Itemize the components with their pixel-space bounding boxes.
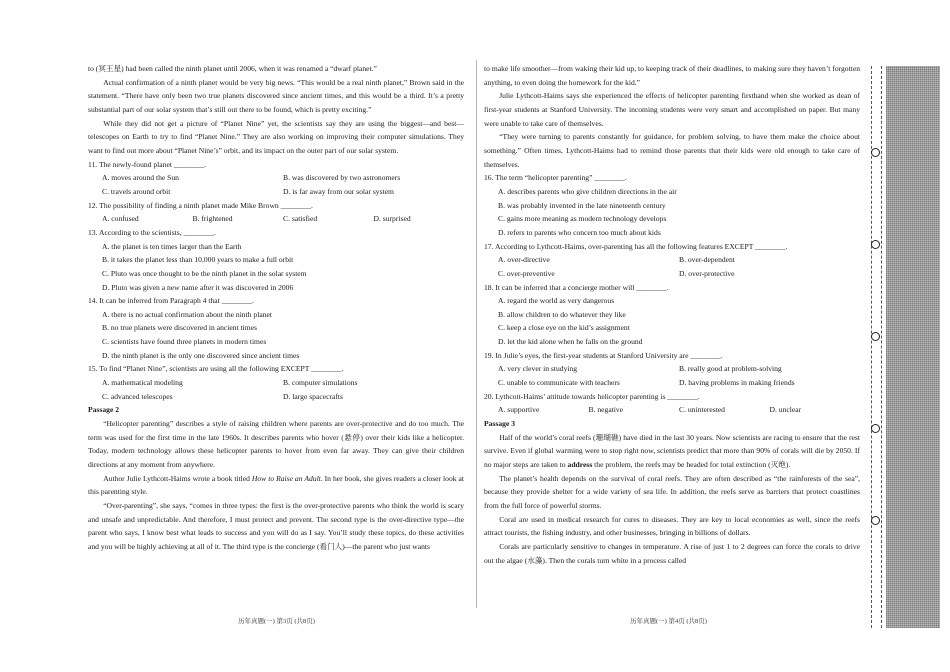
option: A. regard the world as very dangerous (498, 296, 615, 306)
question-13: 13. According to the scientists, ________. (88, 227, 216, 237)
cut-line (881, 66, 882, 628)
binding-hole-icon (871, 148, 880, 157)
option: D. unclear (769, 405, 802, 415)
binding-hole-icon (871, 240, 880, 249)
question-16: 16. The term “helicopter parenting” ________. (484, 173, 627, 183)
option: B. computer simulations (283, 378, 358, 388)
question-19: 19. In Julie’s eyes, the first-year students at Stanford University are ________. (484, 350, 723, 360)
left-page (88, 62, 464, 554)
option: D. let the kid alone when he falls on the ground (498, 337, 643, 347)
option: D. surprised (373, 214, 411, 224)
options (88, 308, 464, 363)
paragraph: Actual confirmation of a ninth planet would be very big news. “This would be a real ninth planet,” Brown said in the statement. “There have only been two true planets discovered since ancient times, and this would be a third. It’s a pretty substantial part of our solar system that’s still out there to be found, which is pretty exciting.” (88, 77, 464, 114)
option: C. scientists have found three planets in modern times (102, 337, 267, 347)
passage-heading: Passage 3 (484, 419, 516, 429)
book-title: How to Raise an Adult (251, 473, 321, 483)
option: B. no true planets were discovered in ancient times (102, 323, 257, 333)
option: C. satisfied (283, 214, 318, 224)
options (484, 403, 860, 417)
text: Author Julie Lythcott-Haims wrote a book titled (103, 473, 252, 483)
binding-hole-icon (871, 332, 880, 341)
option: C. advanced telescopes (102, 391, 173, 401)
options (484, 362, 860, 389)
options (88, 240, 464, 295)
option: D. the ninth planet is the only one discovered since ancient times (102, 350, 300, 360)
paragraph (484, 431, 860, 472)
option: D. is far away from our solar system (283, 186, 394, 196)
paragraph: The planet’s health depends on the survival of coral reefs. They are often described as “the rainforests of the sea”, because they provide shelter for a wide variety of sea life. In addition, the reefs serve as barriers that protect coastlines from the full force of powerful storms. (484, 473, 860, 510)
question-14: 14. It can be inferred from Paragraph 4 that ________. (88, 296, 254, 306)
column-divider (476, 60, 477, 608)
passage-heading: Passage 2 (88, 405, 120, 415)
options (484, 294, 860, 349)
option: B. over-dependent (679, 255, 735, 265)
right-page (484, 62, 860, 567)
option: C. unable to communicate with teachers (498, 378, 620, 388)
option: C. uninterested (679, 405, 725, 415)
option: B. really good at problem-solving (679, 364, 782, 374)
binding-hole-icon (871, 424, 880, 433)
paragraph (88, 472, 464, 499)
option: D. large spacecrafts (283, 391, 343, 401)
paragraph: “Helicopter parenting” describes a style of raising children where parents are over-protective and do too much. The term was used for the first time in the late 1960s. It describes parents who hover (悬停) over their kids like a helicopter. Today, modern technology allows these helicopter parents to hover from even far away. They can give their children directions at any moment from anywhere. (88, 419, 464, 470)
option: D. over-protective (679, 268, 735, 278)
option: C. over-preventive (498, 268, 555, 278)
option: C. gains more meaning as modern technology develops (498, 214, 667, 224)
option: C. travels around orbit (102, 186, 171, 196)
option: A. supportive (498, 405, 540, 415)
question-15: 15. To find “Planet Nine”, scientists are using all the following EXCEPT ________. (88, 364, 344, 374)
option: D. refers to parents who concern too much about kids (498, 227, 661, 237)
text: . In her book, she gives readers a closer look at this parenting style. (88, 473, 464, 497)
option: A. the planet is ten times larger than the Earth (102, 241, 242, 251)
page-footer: 历年真题(一) 第4页 (共8页) (630, 618, 707, 625)
paragraph: Corals are particularly sensitive to changes in temperature. A rise of just 1 to 2 degrees can force the corals to drive out the algae (水藻). Then the corals turn white in a process called (484, 541, 860, 565)
option: A. describes parents who give children directions in the air (498, 186, 677, 196)
paragraph: to (冥王星) had been called the ninth planet until 2006, when it was renamed a “dwarf planet.” (88, 64, 377, 73)
options (484, 185, 860, 240)
option: B. was discovered by two astronomers (283, 173, 401, 183)
options (88, 376, 464, 403)
paragraph: Coral are used in medical research for cures to diseases. They are key to local economies as well, since the reefs attract tourists, the fishing industry, and other businesses, bringing in billions of dollars. (484, 514, 860, 538)
option: D. Pluto was given a new name after it was discovered in 2006 (102, 282, 294, 292)
paragraph: While they did not get a picture of “Planet Nine” yet, the scientists say they are using the biggest—and best—telescopes on Earth to try to find “Planet Nine.” They are also working on improving their computer simulations. They want to find out more about “Planet Nine’s” orbit, and its impact on the outer part of our solar system. (88, 118, 464, 155)
option: A. over-directive (498, 255, 550, 265)
option: B. negative (588, 405, 624, 415)
option: B. it takes the planet less than 10,000 years to make a full orbit (102, 255, 294, 265)
option: C. Pluto was once thought to be the ninth planet in the solar system (102, 268, 307, 278)
question-17: 17. According to Lythcott-Haims, over-parenting has all the following features EXCEPT ________. (484, 241, 788, 251)
paragraph: “Over-parenting”, she says, “comes in three types: the first is the over-protective parents who think the world is scary and unsafe and unpredictable. And therefore, I must protect and prevent. The second type is the over-directive type—the parent who says, I know best what leads to success and you will do as I say. You’ll study these topics, do these activities and you will be highly achieving at all of it. The third type is the concierge (看门人)—the parent who just wants (88, 501, 464, 551)
key-word: address (567, 460, 593, 470)
binding-strip (886, 66, 940, 628)
text: Half of the world’s coral reefs (珊瑚礁) have died in the last 30 years. Now scientists are racing to ensure that the rest survive. Even if global warming were to stop right now, scientists predict that more than 90% of corals will die by 2050. If no major steps are taken to (484, 432, 860, 470)
binding-hole-icon (871, 516, 880, 525)
paragraph: “They were turning to parents constantly for guidance, for problem solving, to have them make the choice about something.” Often times, Lythcott-Haims had to remind those parents that their kids were old enough to take care of themselves. (484, 132, 860, 169)
option: B. was probably invented in the late nineteenth century (498, 200, 666, 210)
option: A. very clever in studying (498, 364, 578, 374)
option: A. confused (102, 214, 139, 224)
option: A. moves around the Sun (102, 173, 179, 183)
paragraph: Julie Lythcott-Haims says she experienced the effects of helicopter parenting firsthand when she worked as dean of first-year students at Stanford University. The incoming students were very smart and accomplished on paper. But many were unable to take care of themselves. (484, 91, 860, 128)
text: the problem, the reefs may be headed for total extinction (灭绝). (592, 460, 791, 470)
option: B. frightened (192, 214, 233, 224)
option: C. keep a close eye on the kid’s assignment (498, 323, 630, 333)
option: D. having problems in making friends (679, 378, 795, 388)
question-11: 11. The newly-found planet ________. (88, 159, 207, 169)
option: A. there is no actual confirmation about the ninth planet (102, 309, 272, 319)
option: B. allow children to do whatever they like (498, 309, 626, 319)
question-18: 18. It can be inferred that a concierge mother will ________. (484, 282, 669, 292)
option: A. mathematical modeling (102, 378, 183, 388)
question-20: 20. Lythcott-Haims’ attitude towards helicopter parenting is ________. (484, 391, 700, 401)
paragraph: to make life smoother—from waking their kid up, to keeping track of their deadlines, to making sure they haven’t forgotten anything, to even doing the homework for the kid.” (484, 64, 860, 87)
options (88, 171, 464, 198)
options (484, 253, 860, 280)
page-footer: 历年真题(一) 第3页 (共8页) (238, 618, 315, 625)
question-12: 12. The possibility of finding a ninth planet made Mike Brown ________. (88, 200, 313, 210)
options (88, 212, 464, 226)
